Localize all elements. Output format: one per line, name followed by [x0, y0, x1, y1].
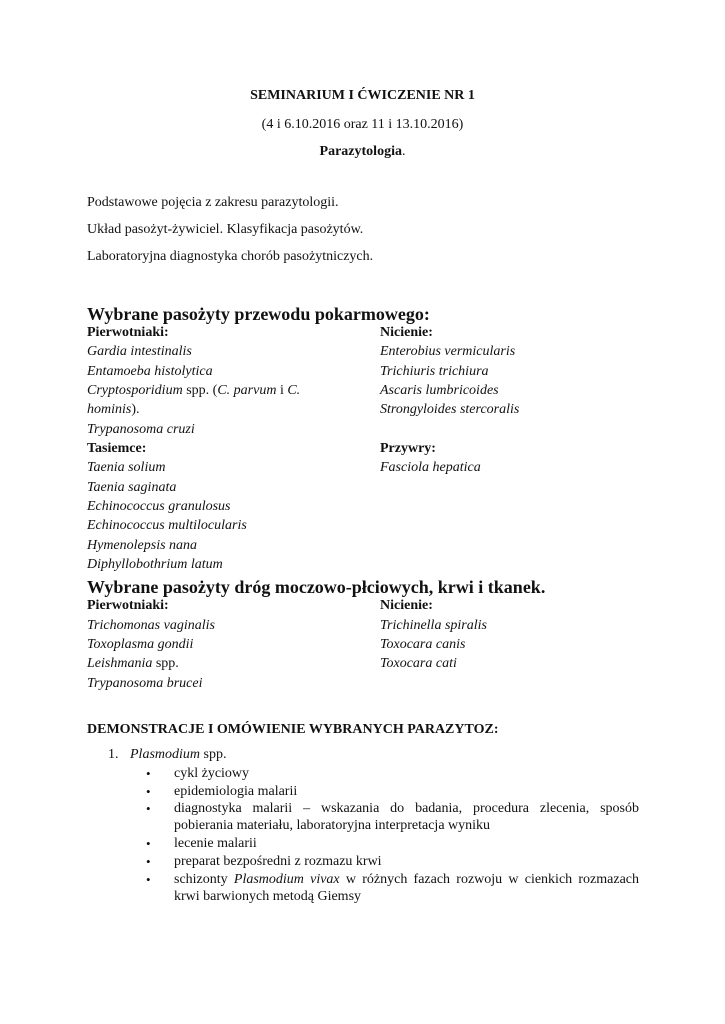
parasite-name: Toxocara canis [380, 637, 466, 652]
schizonty-post: w różnych fazach rozwoju w cienkich rozmazach [339, 872, 640, 887]
schizonty-pre: schizonty [174, 872, 234, 887]
crypto-parvum: C. parvum [217, 383, 277, 398]
section-heading-urogenital: Wybrane pasożyty dróg moczowo-płciowych, krwi i tkanek. [87, 577, 546, 597]
nematodes-label: Nicienie: [380, 598, 433, 613]
parasite-name: Trypanosoma brucei [87, 676, 203, 691]
bullet-item: cykl życiowy [174, 766, 250, 781]
parasite-name: Fasciola hepatica [380, 460, 481, 475]
parasite-name-leishmania [87, 655, 179, 673]
subject-text: Parazytologia [319, 144, 402, 159]
bullet-item-cont: pobierania materiału, laboratoryjna interpretacja wyniku [174, 818, 491, 833]
parasite-name-cryptosporidium [87, 382, 300, 400]
parasite-name: Enterobius vermicularis [380, 344, 516, 359]
crypto-and: i [276, 383, 288, 398]
parasite-name: Ascaris lumbricoides [380, 383, 499, 398]
leish-genus: Leishmania [87, 656, 153, 671]
flukes-label: Przywry: [380, 441, 436, 456]
document-dates: (4 i 6.10.2016 oraz 11 i 13.10.2016) [261, 117, 464, 132]
bullet-item [174, 871, 639, 889]
bullet-item: lecenie malarii [174, 836, 257, 851]
crypto-c: C. [287, 383, 301, 398]
bullet-item-cont: krwi barwionych metodą Giemsy [174, 889, 362, 904]
parasite-name: Trichomonas vaginalis [87, 618, 215, 633]
leish-spp: spp. [152, 656, 179, 671]
schizonty-genus: Plasmodium vivax [233, 872, 340, 887]
bullet-icon: • [146, 872, 151, 887]
document-title: SEMINARIUM I ĆWICZENIE NR 1 [250, 88, 475, 103]
subject-period: . [401, 144, 406, 159]
parasite-name: Trichiuris trichiura [380, 364, 489, 379]
protozoa-label: Pierwotniaki: [87, 325, 169, 340]
parasite-name: Toxoplasma gondii [87, 637, 194, 652]
crypto-genus: Cryptosporidium [87, 383, 183, 398]
parasite-name: Toxocara cati [380, 656, 457, 671]
bullet-icon: • [146, 801, 151, 816]
parasite-name: Strongyloides stercoralis [380, 402, 520, 417]
list-number: 1. [108, 747, 119, 762]
bullet-item: preparat bezpośredni z rozmazu krwi [174, 854, 382, 869]
tapeworms-label: Tasiemce: [87, 441, 147, 456]
parasite-name: Gardia intestinalis [87, 344, 192, 359]
crypto-spp: spp. ( [182, 383, 218, 398]
parasite-name: Diphyllobothrium latum [87, 557, 223, 572]
document-subject [0, 143, 725, 161]
bullet-icon: • [146, 784, 151, 799]
nematodes-label: Nicienie: [380, 325, 433, 340]
section-heading-digestive: Wybrane pasożyty przewodu pokarmowego: [87, 304, 430, 324]
topic-line: Układ pasożyt-żywiciel. Klasyfikacja pasożytów. [87, 222, 364, 237]
topic-line: Podstawowe pojęcia z zakresu parazytologii. [87, 195, 339, 210]
crypto-hominis: hominis [87, 402, 132, 417]
demo-heading: DEMONSTRACJE I OMÓWIENIE WYBRANYCH PARAZYTOZ: [87, 722, 499, 737]
plasmodium-genus: Plasmodium [130, 747, 200, 762]
crypto-end: ). [131, 402, 140, 417]
parasite-name: Trypanosoma cruzi [87, 422, 195, 437]
parasite-name: Hymenolepsis nana [87, 538, 198, 553]
parasite-name: Taenia saginata [87, 480, 177, 495]
protozoa-label: Pierwotniaki: [87, 598, 169, 613]
parasite-name: Entamoeba histolytica [87, 364, 213, 379]
parasite-name: Taenia solium [87, 460, 166, 475]
parasite-name: Trichinella spiralis [380, 618, 487, 633]
list-item-plasmodium [130, 746, 226, 764]
bullet-item: diagnostyka malarii – wskazania do badania, procedura zlecenia, sposób [174, 801, 639, 816]
topic-line: Laboratoryjna diagnostyka chorób pasożytniczych. [87, 249, 374, 264]
parasite-name-cryptosporidium-cont [87, 401, 140, 419]
bullet-icon: • [146, 836, 151, 851]
bullet-icon: • [146, 854, 151, 869]
parasite-name: Echinococcus multilocularis [87, 518, 247, 533]
bullet-item: epidemiologia malarii [174, 784, 298, 799]
parasite-name: Echinococcus granulosus [87, 499, 231, 514]
bullet-icon: • [146, 766, 151, 781]
plasmodium-spp: spp. [200, 747, 227, 762]
